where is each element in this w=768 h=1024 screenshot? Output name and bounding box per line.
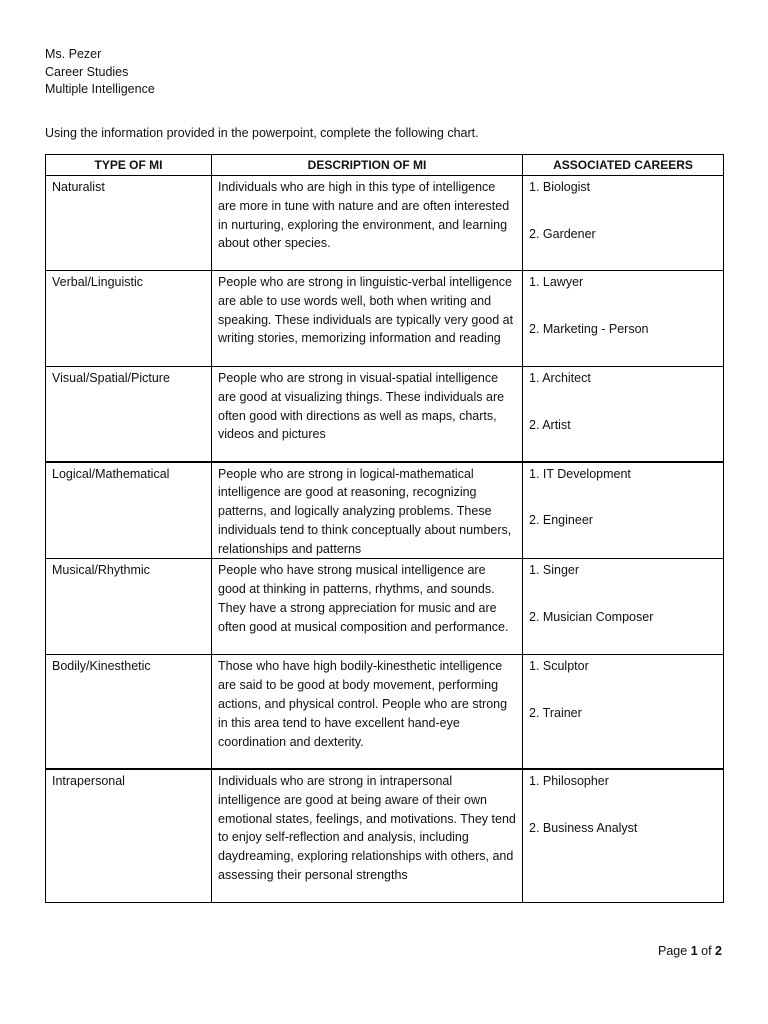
mi-careers-cell — [523, 559, 724, 655]
mi-careers-cell — [523, 367, 724, 462]
mi-description-cell: Individuals who are strong in intrapersonal intelligence are good at being aware of their own emotional states, feelings, and motivations. They tend to enjoy self-reflection and analysis, including daydreaming, exploring relationships with others, and assessing their personal strengths — [212, 769, 523, 903]
table-row — [46, 655, 724, 769]
mi-description-cell: People who have strong musical intelligence are good at thinking in patterns, rhythms, and sounds. They have a strong appreciation for music and are often good at musical composition and performance. — [212, 559, 523, 655]
mi-type-cell: Visual/Spatial/Picture — [46, 367, 212, 462]
teacher-name: Ms. Pezer — [45, 47, 102, 61]
career-1: 1. Sculptor — [529, 659, 589, 674]
table-row — [46, 271, 724, 367]
career-2: 2. Artist — [529, 417, 571, 432]
instructions-text: Using the information provided in the powerpoint, complete the following chart. — [45, 126, 479, 140]
mi-description-cell: People who are strong in logical-mathematical intelligence are good at reasoning, recognizing patterns, and logically analyzing problems. These individuals tend to think conceptually about numbers, relationships and patterns — [212, 462, 523, 559]
mi-careers-cell — [523, 462, 724, 559]
career-2: 2. Business Analyst — [529, 820, 638, 835]
topic-name: Multiple Intelligence — [45, 82, 155, 96]
mi-chart-table — [45, 154, 724, 903]
mi-type-cell: Logical/Mathematical — [46, 462, 212, 559]
career-2: 2. Marketing - Person — [529, 321, 649, 336]
mi-careers-cell — [523, 655, 724, 769]
of-label: of — [701, 944, 712, 958]
career-1: 1. Philosopher — [529, 773, 609, 788]
mi-type-cell: Verbal/Linguistic — [46, 271, 212, 367]
career-1: 1. Biologist — [529, 180, 591, 194]
career-2: 2. Engineer — [529, 513, 593, 528]
page-label: Page — [658, 944, 688, 958]
career-1: 1. IT Development — [529, 466, 631, 481]
mi-careers-cell — [523, 769, 724, 903]
table-row — [46, 367, 724, 462]
career-1: 1. Lawyer — [529, 275, 584, 289]
table-header-row — [46, 155, 724, 176]
table-row — [46, 462, 724, 559]
mi-description-cell: People who are strong in linguistic-verbal intelligence are able to use words well, both when writing and speaking. These individuals are typically very good at writing stories, memorizing information and reading — [212, 271, 523, 367]
mi-description-cell: Those who have high bodily-kinesthetic intelligence are said to be good at body movement, performing actions, and physical control. People who are strong in this area tend to have excellent hand-eye coordination and dexterity. — [212, 655, 523, 769]
mi-description-cell: Individuals who are high in this type of intelligence are more in tune with nature and are often interested in nurturing, exploring the environment, and learning about other species. — [212, 176, 523, 271]
mi-type-cell: Musical/Rhythmic — [46, 559, 212, 655]
header-careers: ASSOCIATED CAREERS — [523, 155, 724, 176]
header-description: DESCRIPTION OF MI — [212, 155, 523, 176]
mi-type-cell: Intrapersonal — [46, 769, 212, 903]
mi-careers-cell — [523, 271, 724, 367]
total-pages: 2 — [715, 944, 722, 958]
current-page: 1 — [690, 944, 698, 958]
header-type: TYPE OF MI — [46, 155, 212, 176]
table-row — [46, 176, 724, 271]
mi-description-cell: People who are strong in visual-spatial intelligence are good at visualizing things. These individuals are often good with directions as well as maps, charts, videos and pictures — [212, 367, 523, 462]
career-1: 1. Architect — [529, 371, 591, 385]
table-row — [46, 769, 724, 903]
mi-type-cell: Naturalist — [46, 176, 212, 271]
table-row — [46, 559, 724, 655]
document-header — [45, 46, 155, 99]
career-1: 1. Singer — [529, 563, 580, 578]
career-2: 2. Trainer — [529, 706, 582, 721]
career-2: 2. Gardener — [529, 226, 596, 241]
mi-careers-cell — [523, 176, 724, 271]
mi-type-cell: Bodily/Kinesthetic — [46, 655, 212, 769]
course-name: Career Studies — [45, 64, 129, 79]
career-2: 2. Musician Composer — [529, 610, 654, 625]
page-number — [658, 944, 722, 958]
